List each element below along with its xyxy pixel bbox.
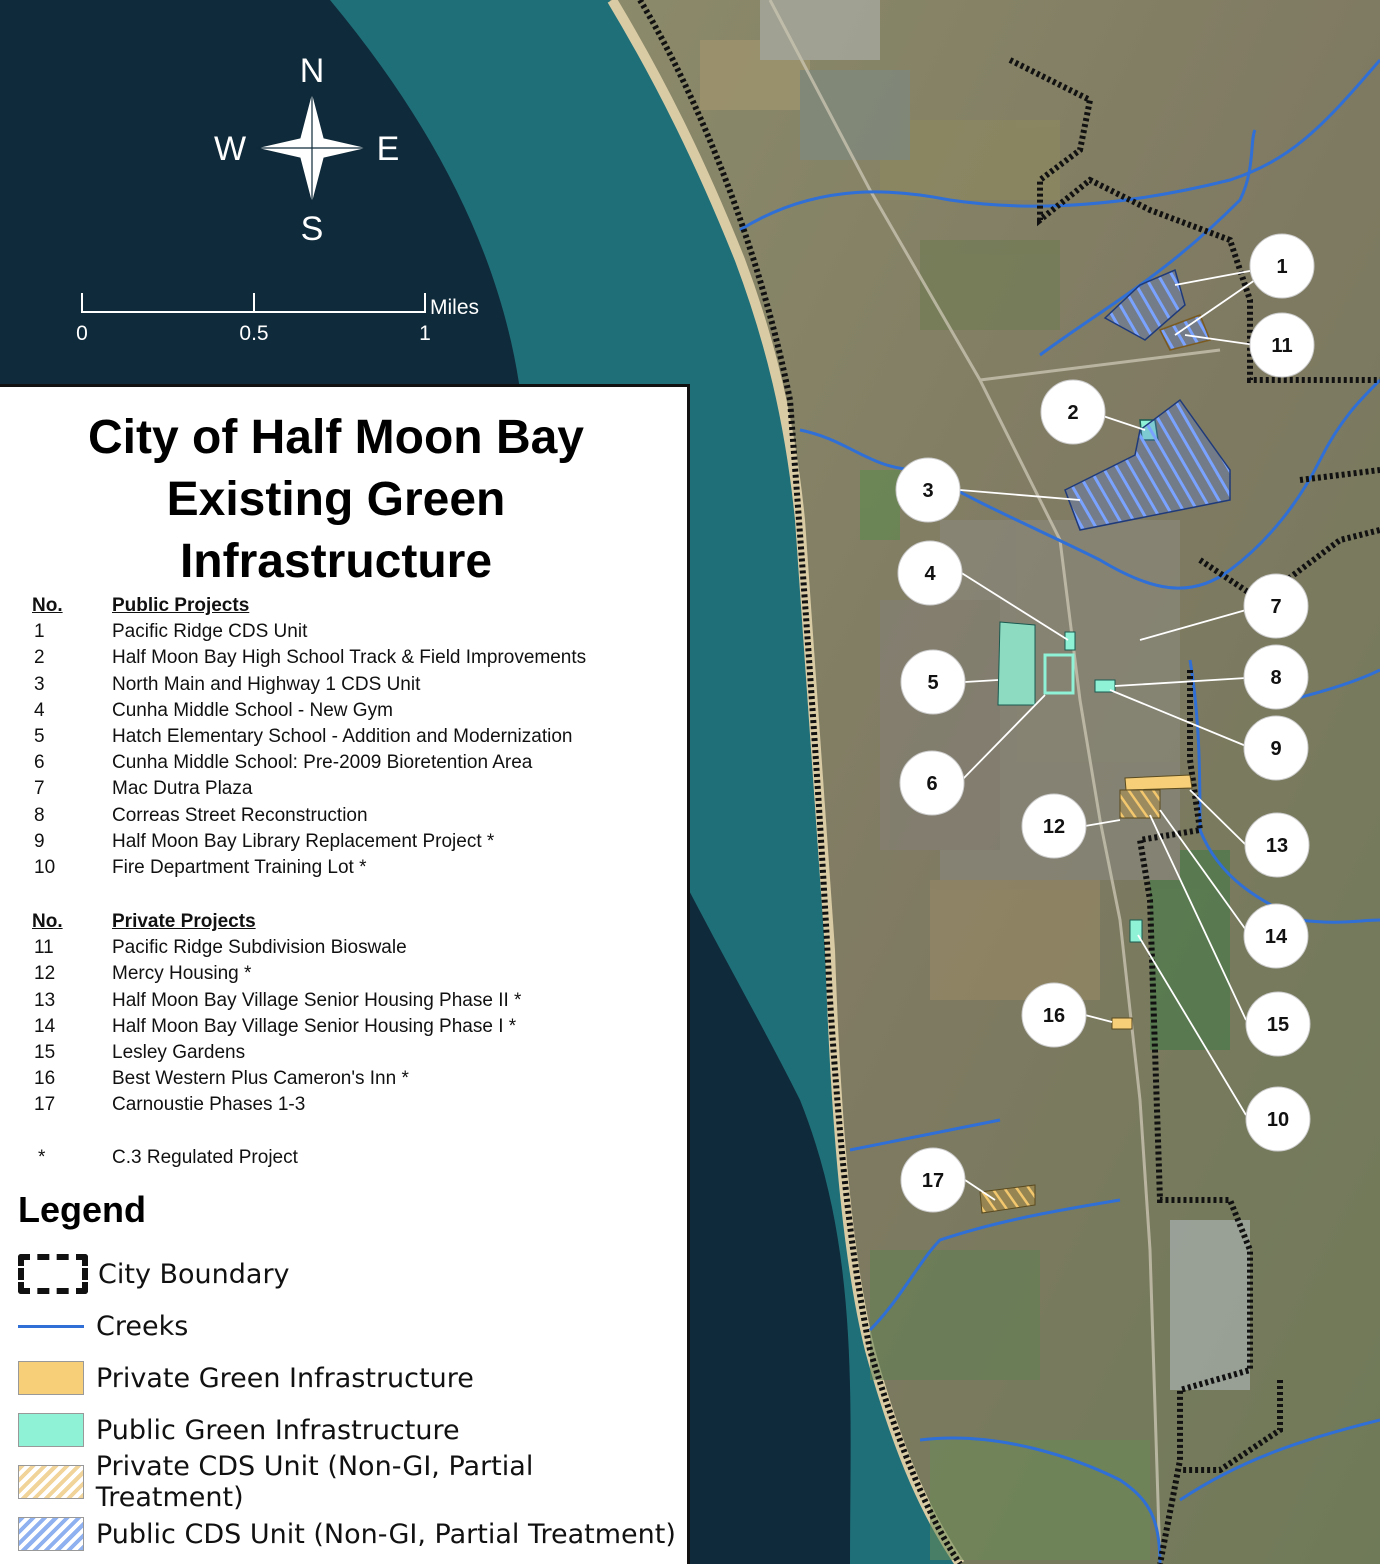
legend-item-creeks	[18, 1300, 687, 1352]
project-number: 6	[34, 752, 45, 774]
legend-title: Legend	[18, 1189, 147, 1230]
public-project-row	[22, 803, 586, 829]
callout-label: 16	[1042, 1005, 1066, 1027]
callout-label: 8	[1270, 667, 1282, 689]
project-number: 1	[34, 621, 45, 643]
public-project-row	[22, 750, 586, 776]
project-number: 2	[34, 647, 45, 669]
compass-e: E	[376, 130, 400, 168]
private-project-row	[22, 961, 521, 987]
public-gi-swatch	[18, 1413, 84, 1447]
public-project-row	[22, 645, 586, 671]
public-cds-swatch	[18, 1517, 84, 1551]
private-project-row	[22, 1040, 521, 1066]
scale-tick-1: 0.5	[239, 322, 269, 345]
project-name: Half Moon Bay Village Senior Housing Phase I *	[112, 1015, 517, 1037]
callout-label: 10	[1266, 1109, 1290, 1131]
title-line-3: Infrastructure	[179, 535, 493, 588]
area-13-private-gi	[1125, 775, 1192, 790]
callout-label: 6	[926, 773, 938, 795]
public-projects-header	[22, 593, 586, 619]
project-name: Fire Department Training Lot *	[112, 856, 367, 878]
project-number: 5	[34, 725, 45, 747]
project-name: Mercy Housing *	[112, 963, 252, 985]
header-no: No.	[32, 911, 63, 932]
area-16-private-gi	[1112, 1018, 1132, 1029]
project-number: 10	[34, 856, 56, 878]
compass-w: W	[213, 130, 247, 168]
project-name: Half Moon Bay Village Senior Housing Phase II *	[112, 989, 522, 1011]
callout-label: 17	[921, 1170, 945, 1192]
legend-label: Creeks	[96, 1310, 189, 1342]
project-name: Correas Street Reconstruction	[112, 804, 368, 826]
scale-tick-0: 0	[76, 322, 88, 345]
legend-label: Private CDS Unit (Non-GI, Partial Treatment)	[95, 1451, 534, 1513]
project-number: 8	[34, 804, 45, 826]
project-name: Carnoustie Phases 1-3	[112, 1094, 306, 1116]
project-name: Pacific Ridge Subdivision Bioswale	[112, 937, 407, 959]
footnote-text: C.3 Regulated Project	[112, 1147, 298, 1168]
legend-label: City Boundary	[98, 1258, 290, 1290]
project-name: Mac Dutra Plaza	[112, 778, 253, 800]
public-project-row	[22, 776, 586, 802]
callout-label: 1	[1276, 256, 1288, 278]
private-project-row	[22, 1066, 521, 1092]
callout-label: 9	[1270, 738, 1282, 760]
public-project-row	[22, 724, 586, 750]
area-4-public-gi	[1065, 632, 1075, 650]
callout-label: 5	[927, 672, 939, 694]
public-project-row	[22, 619, 586, 645]
project-number: 7	[34, 778, 45, 800]
project-number: 3	[34, 673, 45, 695]
project-name: North Main and Highway 1 CDS Unit	[112, 673, 421, 695]
legend-label: Private Green Infrastructure	[96, 1362, 474, 1394]
title-line-2: Existing Green	[166, 473, 506, 526]
callout-label: 13	[1265, 835, 1289, 857]
callout-label: 14	[1264, 926, 1288, 948]
project-number: 16	[34, 1068, 56, 1090]
area-5-public-gi	[998, 622, 1035, 705]
project-number: 9	[34, 830, 45, 852]
city-boundary-swatch	[18, 1254, 88, 1294]
footnote-symbol: *	[38, 1147, 46, 1168]
callout-label: 4	[924, 563, 936, 585]
map-title	[0, 407, 672, 593]
area-12-private-gi	[1120, 790, 1160, 818]
header-name: Private Projects	[112, 911, 256, 932]
legend-item-city-boundary	[18, 1248, 687, 1300]
project-number: 11	[34, 937, 54, 959]
callout-label: 3	[922, 480, 934, 502]
legend-label: Public Green Infrastructure	[96, 1414, 460, 1446]
legend-item-private-gi	[18, 1352, 687, 1404]
private-project-row	[22, 1092, 521, 1118]
legend	[18, 1248, 687, 1560]
private-project-row	[22, 935, 521, 961]
private-gi-swatch	[18, 1361, 84, 1395]
compass-n: N	[299, 52, 325, 90]
legend-label: Public CDS Unit (Non-GI, Partial Treatment)	[96, 1518, 676, 1550]
private-cds-swatch	[18, 1465, 84, 1499]
private-project-row	[22, 1014, 521, 1040]
scale-tick-2: 1	[419, 322, 431, 345]
scale-unit: Miles	[430, 296, 480, 319]
callout-label: 7	[1270, 596, 1282, 618]
project-number: 17	[34, 1094, 56, 1116]
private-projects-header	[22, 909, 521, 935]
callout-label: 15	[1266, 1014, 1290, 1036]
project-name: Best Western Plus Cameron's Inn *	[112, 1068, 409, 1090]
private-projects-list	[22, 909, 521, 1119]
project-name: Cunha Middle School - New Gym	[112, 699, 393, 721]
creek-swatch	[18, 1309, 84, 1343]
project-number: 4	[34, 699, 45, 721]
footnote	[22, 1145, 298, 1171]
callout-label: 12	[1042, 816, 1066, 838]
project-number: 12	[34, 963, 56, 985]
private-project-row	[22, 988, 521, 1014]
project-name: Lesley Gardens	[112, 1041, 246, 1063]
callout-label: 11	[1271, 335, 1293, 357]
compass-s: S	[300, 210, 324, 248]
project-number: 13	[34, 989, 56, 1011]
info-panel	[0, 384, 690, 1564]
legend-item-private-cds	[18, 1451, 687, 1513]
legend-item-public-gi	[18, 1404, 687, 1456]
project-name: Hatch Elementary School - Addition and Modernization	[112, 725, 573, 747]
public-projects-list	[22, 593, 586, 881]
public-project-row	[22, 829, 586, 855]
project-number: 14	[34, 1015, 56, 1037]
header-name: Public Projects	[112, 595, 250, 616]
project-name: Pacific Ridge CDS Unit	[112, 621, 308, 643]
title-line-1: City of Half Moon Bay	[87, 411, 584, 464]
project-name: Half Moon Bay High School Track & Field Improvements	[112, 647, 587, 669]
project-name: Cunha Middle School: Pre-2009 Bioretention Area	[112, 752, 533, 774]
header-no: No.	[32, 595, 63, 616]
legend-item-public-cds	[18, 1508, 687, 1560]
project-name: Half Moon Bay Library Replacement Project *	[112, 830, 495, 852]
public-project-row	[22, 672, 586, 698]
public-project-row	[22, 855, 586, 881]
callout-label: 2	[1067, 402, 1079, 424]
project-number: 15	[34, 1041, 56, 1063]
public-project-row	[22, 698, 586, 724]
